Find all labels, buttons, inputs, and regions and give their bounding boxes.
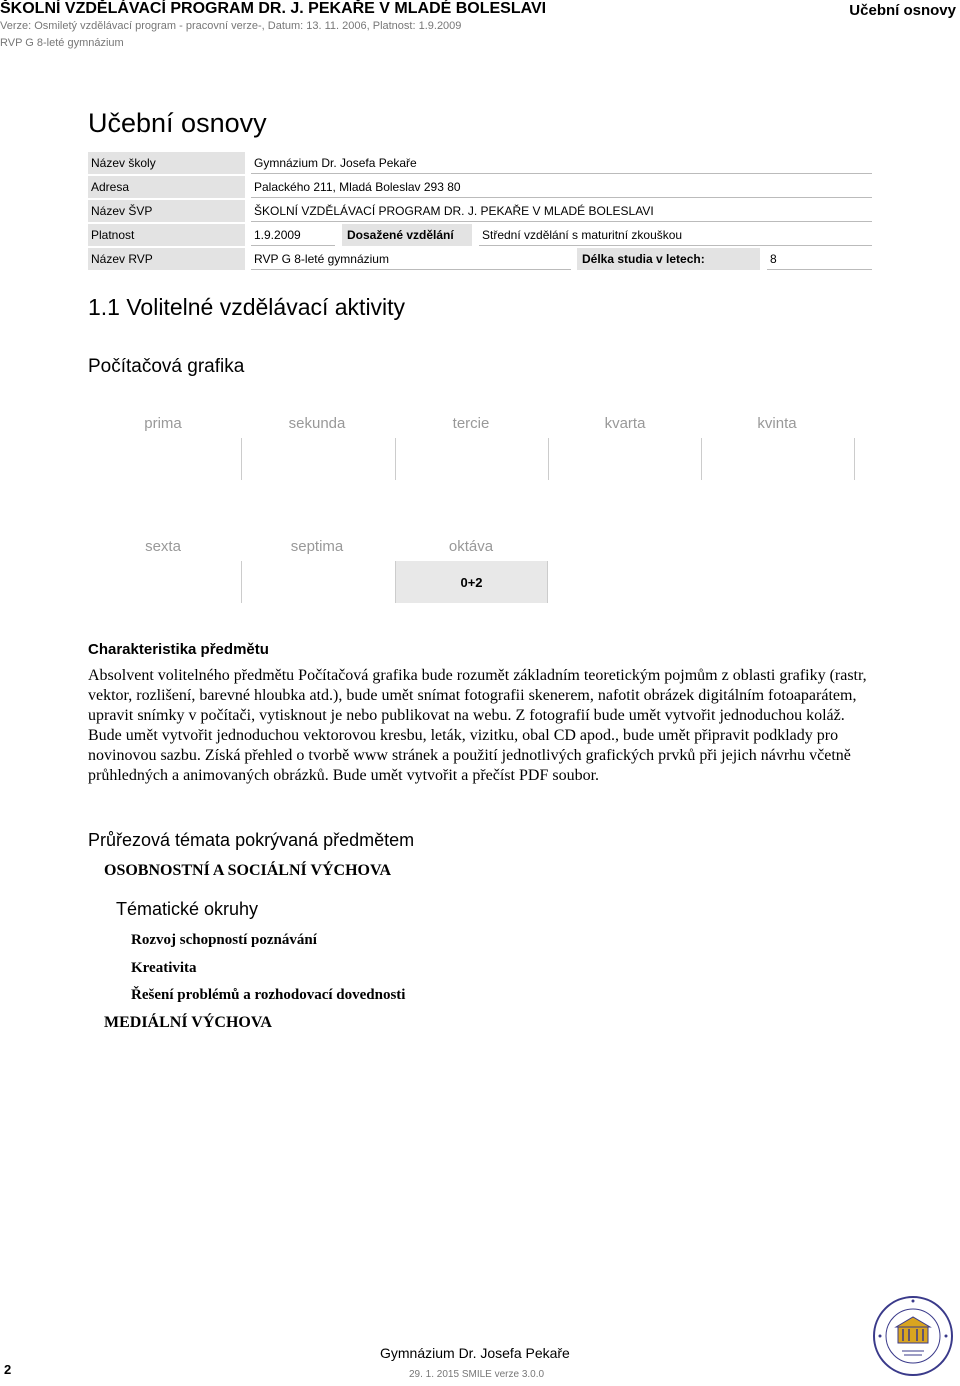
thematic-item: Rozvoj schopností poznávání (131, 932, 317, 948)
footer-version: 29. 1. 2015 SMILE verze 3.0.0 (409, 1369, 545, 1380)
svp-label: Název ŠVP (88, 200, 245, 222)
education-value: Střední vzdělání s maturitní zkouškou (479, 224, 872, 246)
grid-divider (701, 438, 702, 480)
grade-septima: septima (290, 538, 344, 555)
topic-media: MEDIÁLNÍ VÝCHOVA (104, 1014, 272, 1031)
school-info-table (88, 152, 872, 274)
page-title: Učební osnovy (88, 108, 267, 138)
cross-topics-heading: Průřezová témata pokrývaná předmětem (88, 830, 415, 850)
header-version-line: Verze: Osmiletý vzdělávací program - pracovní verze-, Datum: 13. 11. 2006, Platnost: 1.9.2009 (0, 20, 462, 32)
education-label: Dosažené vzdělání (342, 224, 472, 246)
grade-tercie: tercie (452, 415, 490, 432)
thematic-areas-heading: Tématické okruhy (116, 899, 259, 919)
grid-divider (241, 561, 242, 603)
characteristics-text: Absolvent volitelného předmětu Počítačová grafika bude rozumět základním teoretickým pojmům z oblasti grafiky (rastr, vektor, rozlišení, barevné hloubka atd.), bude umět snímat fotografii skenerem, nafotit obrázek digitálním fotoaparátem, upravit snímky v počítači, vytisknout je nebo publikovat na webu. Z fotografií bude umět vytvořit jednoduchou koláž. Bude umět vytvořit jednoduchou vektorovou kresbu, leták, vizitku, obal CD apod., bude umět připravit podklady pro novinovou sazbu. Získá přehled o tvorbě www stránek a použití jednotlivých grafických prvků při jejich návrhu včetně průhledných a animovaných obrázků. Bude umět vytvořit a přečíst PDF soubor. (88, 667, 867, 784)
grade-prima: prima (144, 415, 182, 432)
section-heading: 1.1 Volitelné vzdělávací aktivity (88, 294, 406, 320)
characteristics-heading: Charakteristika předmětu (88, 641, 269, 658)
grade-kvarta: kvarta (604, 415, 646, 432)
school-name-value: Gymnázium Dr. Josefa Pekaře (251, 152, 872, 174)
school-seal-icon (872, 1295, 954, 1377)
grade-sekunda: sekunda (288, 415, 346, 432)
thematic-item: Řešení problémů a rozhodovací dovednosti (131, 987, 406, 1003)
address-value: Palackého 211, Mladá Boleslav 293 80 (251, 176, 872, 198)
grade-sexta: sexta (145, 538, 181, 555)
header-rvp-line: RVP G 8-leté gymnázium (0, 37, 124, 49)
thematic-item: Kreativita (131, 960, 197, 976)
rvp-label: Název RVP (88, 248, 245, 270)
study-length-value: 8 (767, 248, 872, 270)
grid-divider (854, 438, 855, 480)
grid-divider (548, 438, 549, 480)
rvp-value: RVP G 8-leté gymnázium (251, 248, 571, 270)
subject-heading: Počítačová grafika (88, 356, 245, 377)
hours-oktava-cell: 0+2 (395, 561, 548, 603)
page-number: 2 (4, 1362, 12, 1377)
school-name-label: Název školy (88, 152, 245, 174)
header-program-title: ŠKOLNÍ VZDĚLÁVACÍ PROGRAM DR. J. PEKAŘE V MLADÉ BOLESLAVI (0, 0, 547, 17)
validity-label: Platnost (88, 224, 245, 246)
svp-value: ŠKOLNÍ VZDĚLÁVACÍ PROGRAM DR. J. PEKAŘE V MLADÉ BOLESLAVI (251, 200, 872, 222)
topic-personal-social: OSOBNOSTNÍ A SOCIÁLNÍ VÝCHOVA (104, 862, 392, 879)
grid-divider (241, 438, 242, 480)
grade-oktava: oktáva (448, 538, 494, 555)
header-section-label: Učební osnovy (849, 2, 956, 19)
address-label: Adresa (88, 176, 245, 198)
validity-value: 1.9.2009 (251, 224, 335, 246)
grid-divider (395, 438, 396, 480)
grade-kvinta: kvinta (757, 415, 797, 432)
footer-school-name: Gymnázium Dr. Josefa Pekaře (380, 1345, 570, 1361)
study-length-label: Délka studia v letech: (577, 248, 760, 270)
